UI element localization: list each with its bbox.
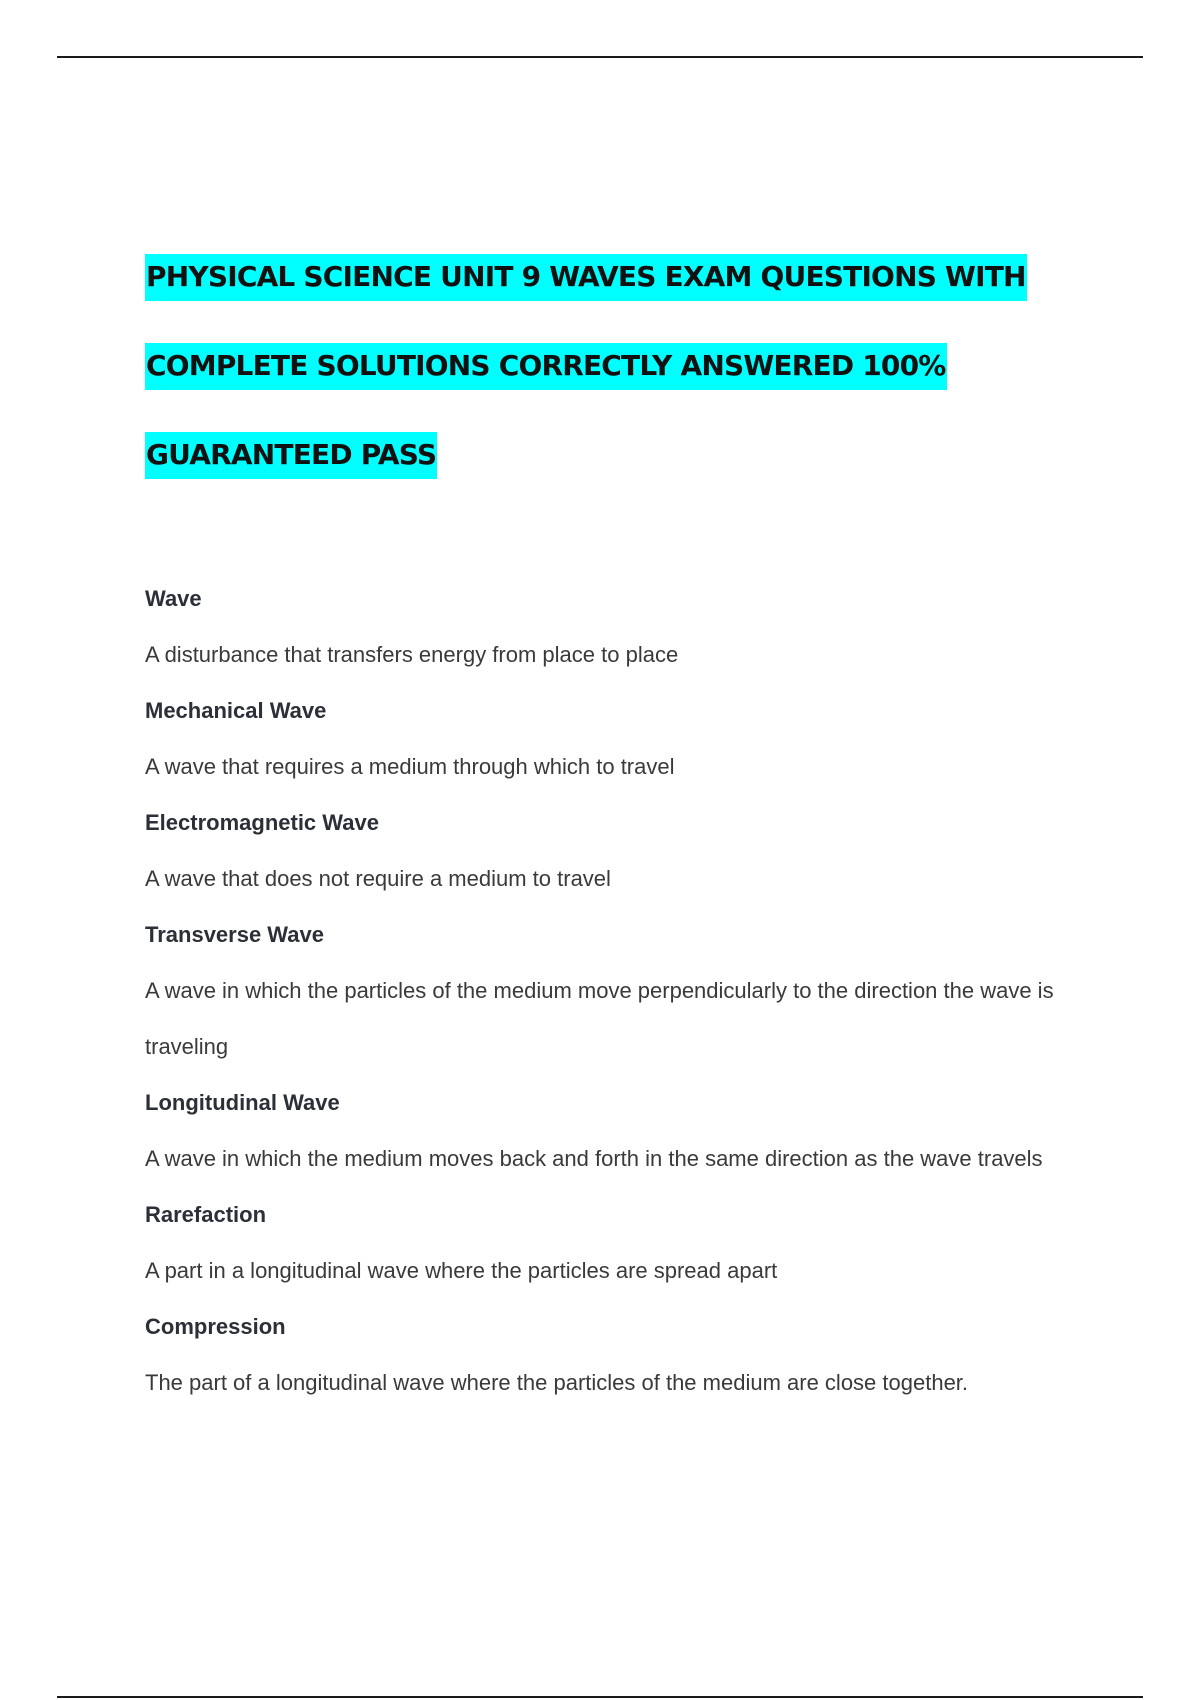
term-definition: A disturbance that transfers energy from place to place bbox=[145, 642, 679, 667]
term-definition: A wave in which the particles of the medium move perpendicularly to the direction the wave is traveling bbox=[145, 978, 1054, 1059]
title-line: PHYSICAL SCIENCE UNIT 9 WAVES EXAM QUESTIONS WITH bbox=[145, 232, 1085, 321]
term-definition: A part in a longitudinal wave where the particles are spread apart bbox=[145, 1258, 778, 1283]
term-heading: Compression bbox=[145, 1314, 286, 1339]
footer-rule bbox=[57, 1696, 1143, 1698]
header-rule bbox=[57, 56, 1143, 58]
term-heading: Wave bbox=[145, 586, 202, 611]
term-definition: A wave that requires a medium through which to travel bbox=[145, 754, 675, 779]
term-definition: A wave in which the medium moves back and forth in the same direction as the wave travels bbox=[145, 1146, 1043, 1171]
title-line: COMPLETE SOLUTIONS CORRECTLY ANSWERED 100% bbox=[145, 321, 1085, 410]
term-heading: Mechanical Wave bbox=[145, 698, 327, 723]
document-body bbox=[145, 232, 1085, 1411]
term-definition: A wave that does not require a medium to travel bbox=[145, 866, 611, 891]
term-list bbox=[145, 571, 1085, 1411]
term-heading: Transverse Wave bbox=[145, 922, 324, 947]
document-title bbox=[145, 232, 1085, 499]
term-heading: Rarefaction bbox=[145, 1202, 267, 1227]
term-heading: Electromagnetic Wave bbox=[145, 810, 379, 835]
title-line: GUARANTEED PASS bbox=[145, 410, 1085, 499]
term-definition: The part of a longitudinal wave where the particles of the medium are close together. bbox=[145, 1370, 969, 1395]
term-heading: Longitudinal Wave bbox=[145, 1090, 340, 1115]
